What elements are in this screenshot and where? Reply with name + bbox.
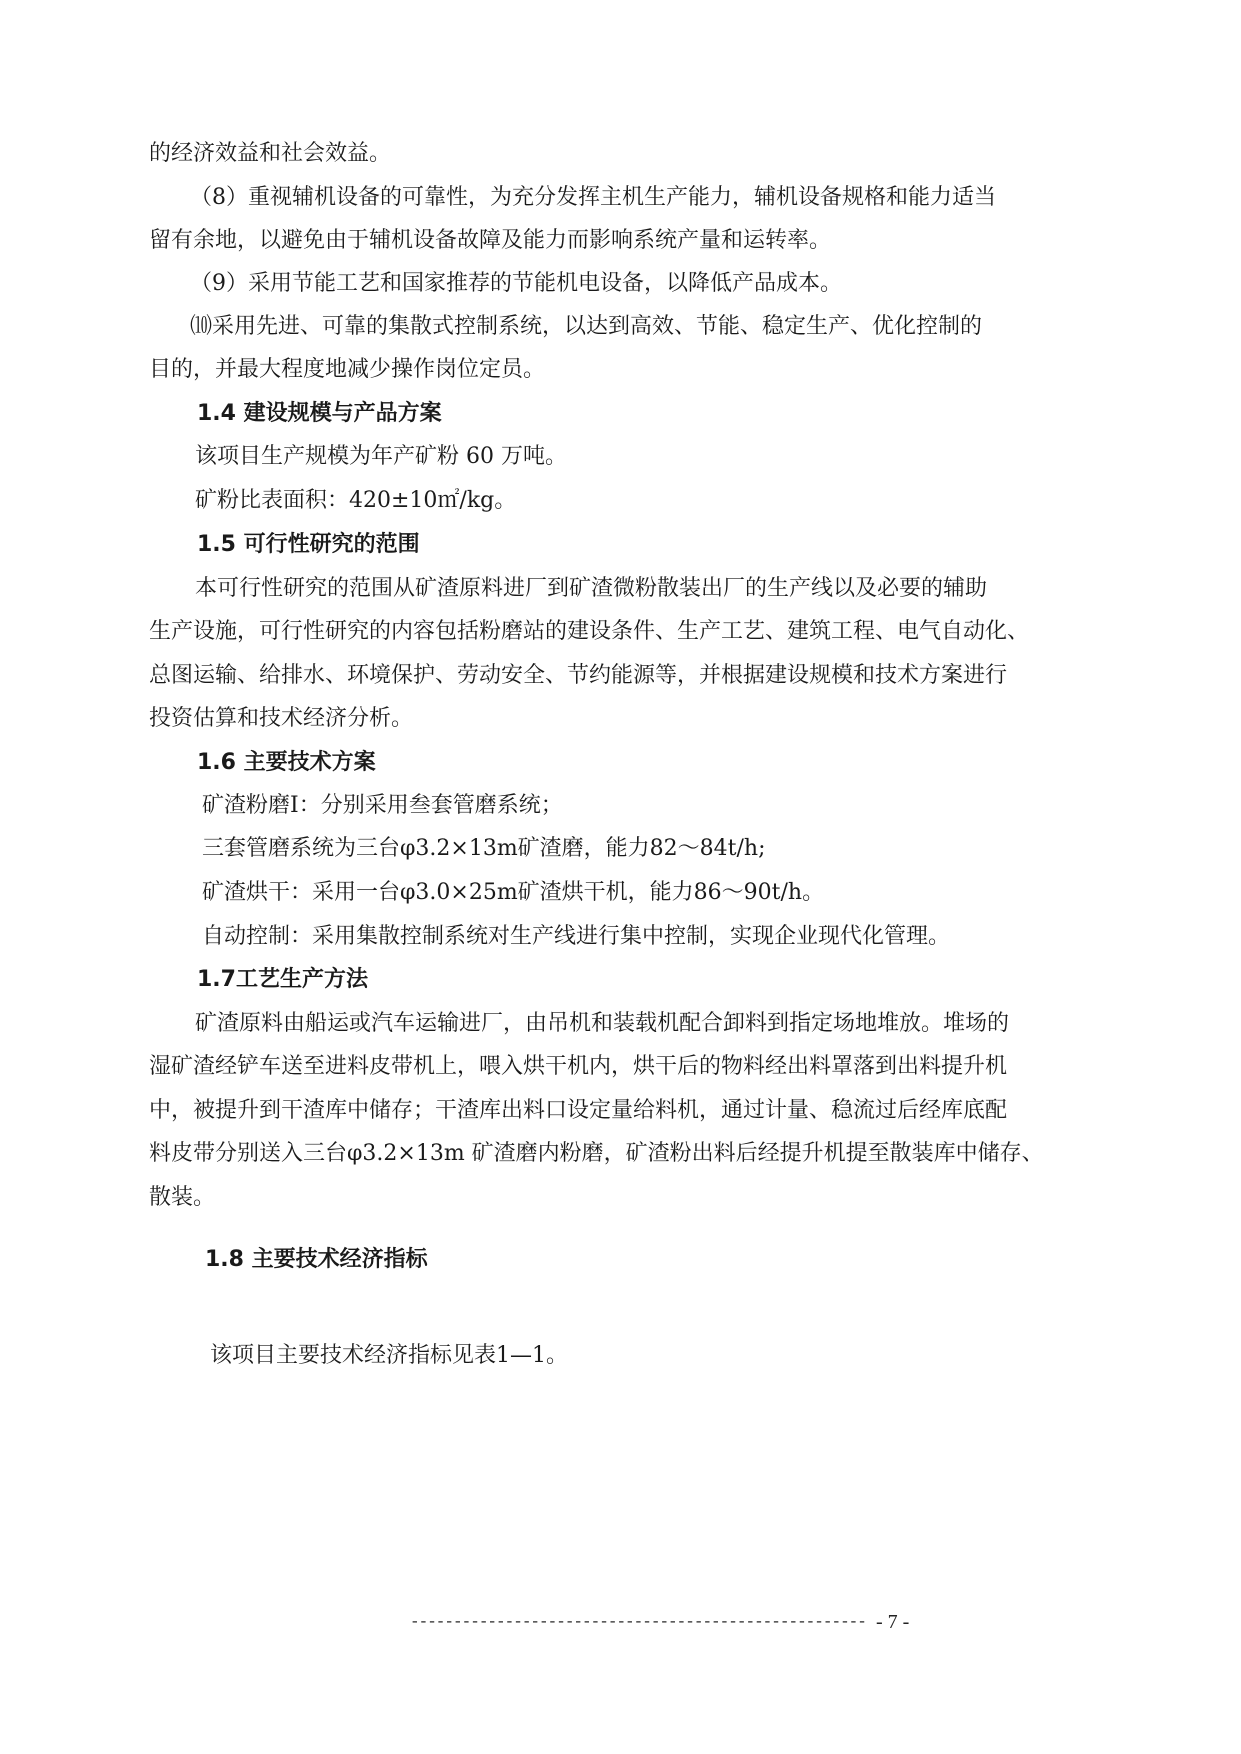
paragraph-line: 矿渣原料由船运或汽车运输进厂，由吊机和装载机配合卸料到指定场地堆放。堆场的 [195,1011,1010,1036]
paragraph-line: 留有余地，以避免由于辅机设备故障及能力而影响系统产量和运转率。 [149,228,832,253]
page-number: - 7 - [876,1611,910,1633]
paragraph-line: （8）重视辅机设备的可靠性，为充分发挥主机生产能力，辅机设备规格和能力适当 [190,185,996,210]
paragraph-line: 料皮带分别送入三台φ3.2×13m 矿渣磨内粉磨，矿渣粉出料后经提升机提至散装库中储存、 [149,1141,1044,1166]
paragraph-line: ⑽采用先进、可靠的集散式控制系统，以达到高效、节能、稳定生产、优化控制的 [190,314,983,339]
paragraph-line: 的经济效益和社会效益。 [149,141,392,166]
paragraph-line: 本可行性研究的范围从矿渣原料进厂到矿渣微粉散装出厂的生产线以及必要的辅助 [195,576,988,601]
paragraph-line: 散装。 [149,1185,216,1210]
paragraph-line: 自动控制：采用集散控制系统对生产线进行集中控制，实现企业现代化管理。 [202,924,951,949]
footer-rule: ----------------------------------------------------- [410,1613,866,1631]
paragraph-line: 目的，并最大程度地减少操作岗位定员。 [149,357,546,382]
paragraph-line: 该项目主要技术经济指标见表1—1。 [210,1343,568,1368]
paragraph-line: 投资估算和技术经济分析。 [149,706,414,731]
paragraph-line: 三套管磨系统为三台φ3.2×13m矿渣磨，能力82～84t/h; [202,836,766,861]
paragraph-line: 中，被提升到干渣库中储存；干渣库出料口设定量给料机，通过计量、稳流过后经库底配 [149,1098,1008,1123]
paragraph-line: 生产设施，可行性研究的内容包括粉磨站的建设条件、生产工艺、建筑工程、电气自动化、 [149,619,1030,644]
paragraph-line: （9）采用节能工艺和国家推荐的节能机电设备，以降低产品成本。 [190,271,842,296]
section-heading-1-8: 1.8 主要技术经济指标 [205,1247,428,1272]
section-heading-1-5: 1.5 可行性研究的范围 [197,532,420,557]
paragraph-line: 总图运输、给排水、环境保护、劳动安全、节约能源等，并根据建设规模和技术方案进行 [149,663,1008,688]
paragraph-line: 矿渣粉磨Ⅰ：分别采用叁套管磨系统； [202,793,563,818]
section-heading-1-6: 1.6 主要技术方案 [197,750,376,775]
paragraph-line: 该项目生产规模为年产矿粉 60 万吨。 [195,444,567,469]
paragraph-line: 矿渣烘干：采用一台φ3.0×25m矿渣烘干机，能力86～90t/h。 [202,880,825,905]
paragraph-line: 湿矿渣经铲车送至进料皮带机上，喂入烘干机内，烘干后的物料经出料罩落到出料提升机 [149,1054,1008,1079]
section-heading-1-4: 1.4 建设规模与产品方案 [197,401,442,426]
section-heading-1-7: 1.7工艺生产方法 [197,967,368,992]
paragraph-line: 矿粉比表面积：420±10㎡/kg。 [195,488,517,513]
